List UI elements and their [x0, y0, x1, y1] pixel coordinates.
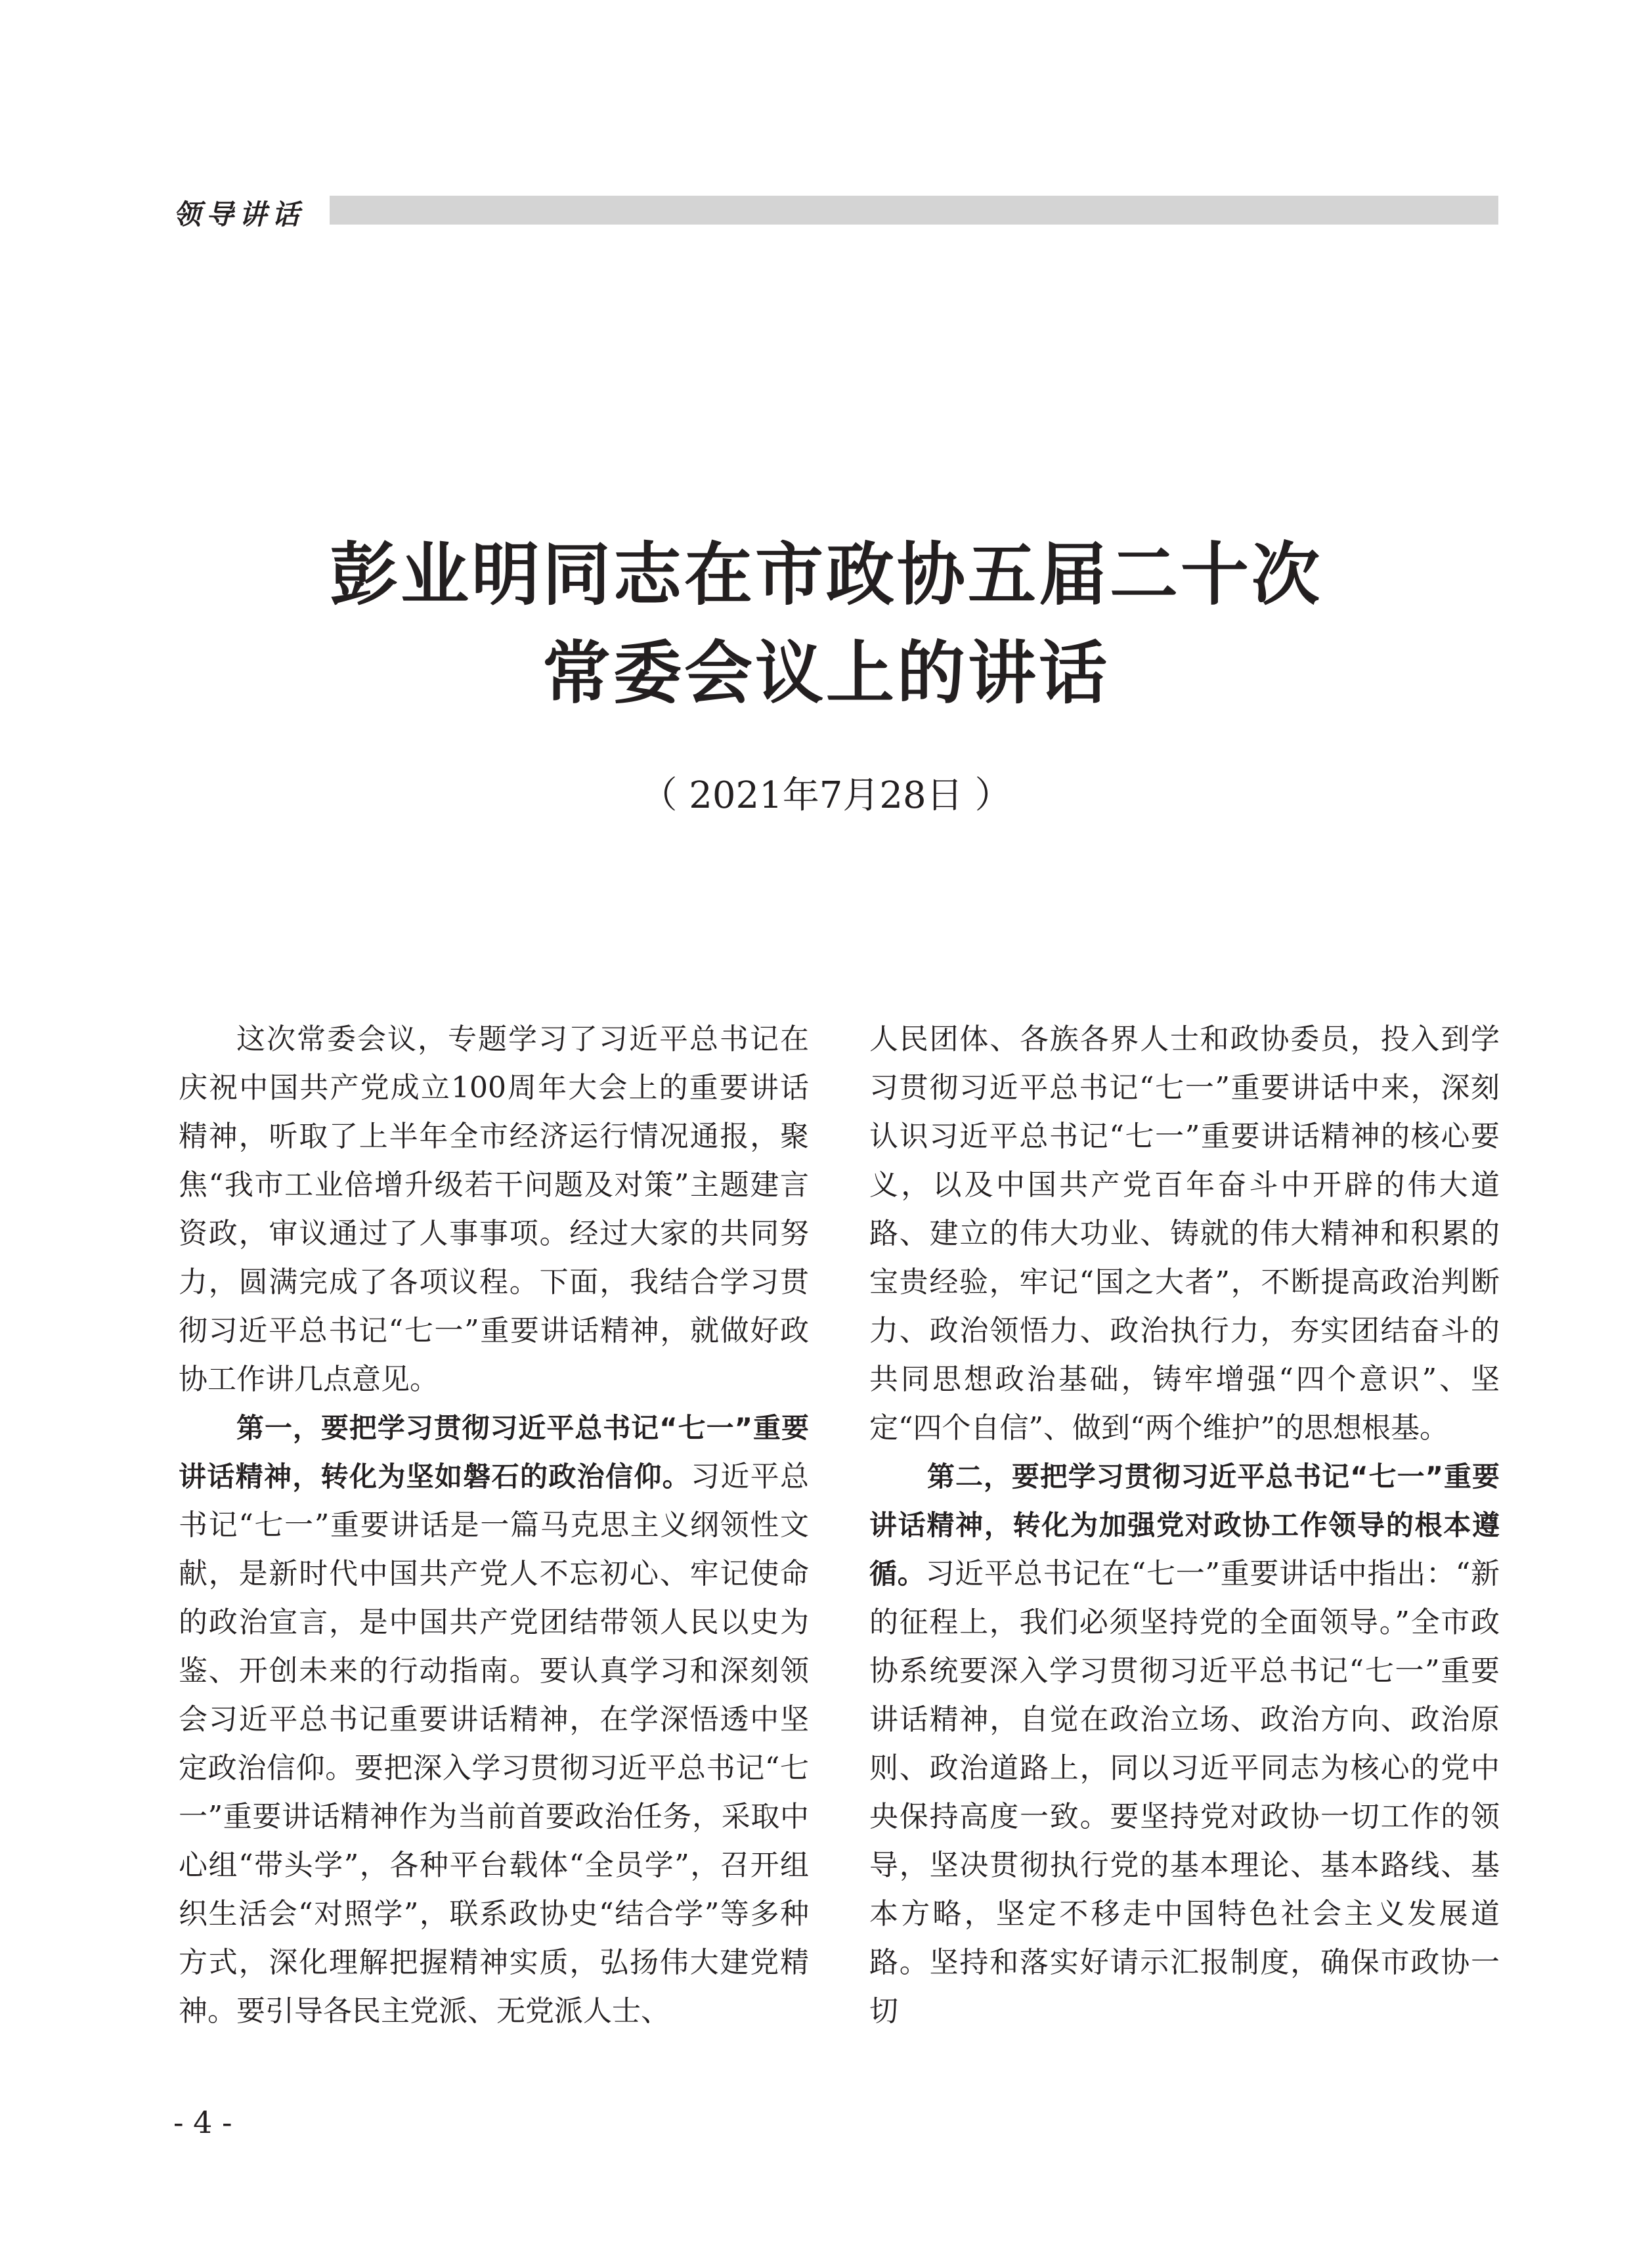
- paragraph-intro: 这次常委会议，专题学习了习近平总书记在庆祝中国共产党成立100周年大会上的重要讲话精神，听取了上半年全市经济运行情况通报，聚焦“我市工业倍增升级若干问题及对策”主题建言资政，审议通过了人事事项。经过大家的共同努力，圆满完成了各项议程。下面，我结合学习贯彻习近平总书记“七一”重要讲话精神，就做好政协工作讲几点意见。: [179, 1022, 809, 1396]
- body-column-left: [179, 1015, 809, 2036]
- article-title: [0, 525, 1652, 722]
- first-point-heading: 第一，要把学习贯彻习近平总书记“七一”重要讲话精神，转化为坚如磐石的政治信仰。: [179, 1412, 809, 1493]
- first-point-text: 习近平总书记“七一”重要讲话是一篇马克思主义纲领性文献，是新时代中国共产党人不忘初心、牢记使命的政治宣言，是中国共产党团结带领人民以史为鉴、开创未来的行动指南。要认真学习和深刻领会习近平总书记重要讲话精神，在学深悟透中坚定政治信仰。要把深入学习贯彻习近平总书记“七一”重要讲话精神作为当前首要政治任务，采取中心组“带头学”，各种平台载体“全员学”，召开组织生活会“对照学”，联系政协史“结合学”等多种方式，深化理解把握精神实质，弘扬伟大建党精神。要引导各民主党派、无党派人士、: [179, 1460, 809, 2028]
- paragraph-first-point-continued: 人民团体、各族各界人士和政协委员，投入到学习贯彻习近平总书记“七一”重要讲话中来，深刻认识习近平总书记“七一”重要讲话精神的核心要义，以及中国共产党百年奋斗中开辟的伟大道路、建立的伟大功业、铸就的伟大精神和积累的宝贵经验，牢记“国之大者”，不断提高政治判断力、政治领悟力、政治执行力，夯实团结奋斗的共同思想政治基础，铸牢增强“四个意识”、坚定“四个自信”、做到“两个维护”的思想根基。: [869, 1022, 1500, 1445]
- article-title-line-1: 彭业明同志在市政协五届二十次: [329, 534, 1322, 615]
- second-point-heading: 第二，要把学习贯彻习近平总书记“七一”重要讲话精神，转化为加强党对政协工作领导的根本遵循。: [869, 1460, 1500, 1590]
- page-number: - 4 -: [173, 2105, 232, 2140]
- article-title-line-2: 常委会议上的讲话: [542, 632, 1110, 713]
- page-header: [173, 190, 1500, 230]
- section-label: 领导讲话: [173, 198, 305, 230]
- header-rule-bar: [330, 196, 1498, 225]
- article-date: （ 2021年7月28日 ）: [640, 774, 1012, 817]
- paragraph-second-point: [869, 1453, 1500, 2036]
- paragraph-first-point: [179, 1404, 809, 2036]
- body-column-right: [869, 1015, 1500, 2036]
- second-point-text: 习近平总书记在“七一”重要讲话中指出：“新的征程上，我们必须坚持党的全面领导。”全市政协系统要深入学习贯彻习近平总书记“七一”重要讲话精神，自觉在政治立场、政治方向、政治原则、政治道路上，同以习近平同志为核心的党中央保持高度一致。要坚持党对政协一切工作的领导，坚决贯彻执行党的基本理论、基本路线、基本方略，坚定不移走中国特色社会主义发展道路。坚持和落实好请示汇报制度，确保市政协一切: [869, 1557, 1500, 2028]
